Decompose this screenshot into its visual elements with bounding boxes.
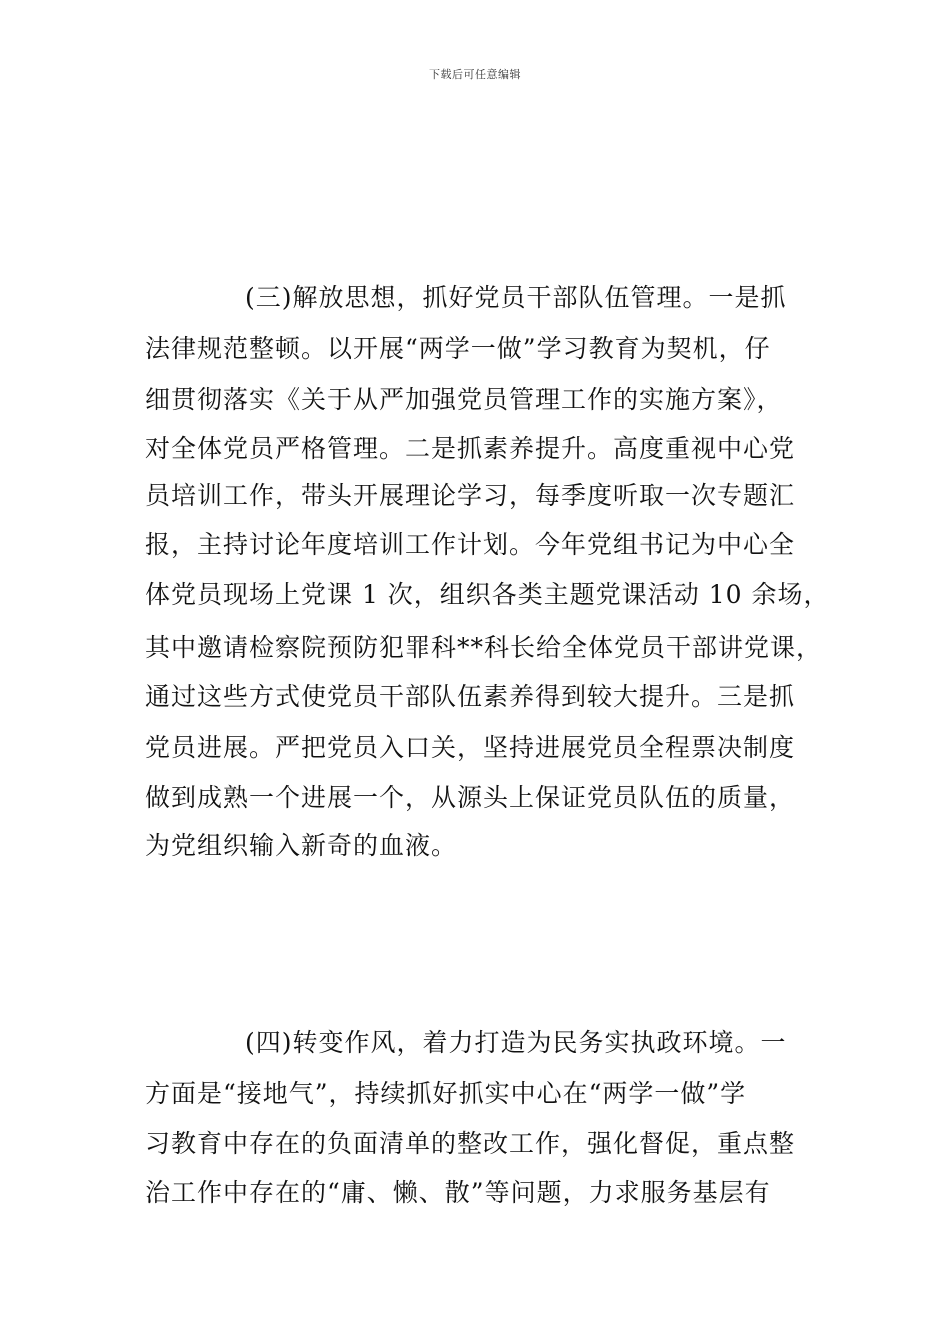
paragraph-line: 体党员现场上党课 1 次，组织各类主题党课活动 10 余场，	[145, 580, 830, 609]
paragraph-line: 其中邀请检察院预防犯罪科**科长给全体党员干部讲党课，	[145, 633, 823, 662]
paragraph-line: 治工作中存在的“庸、懒、散”等问题，力求服务基层有	[145, 1178, 771, 1207]
paragraph-line: 党员进展。严把党员入口关，坚持进展党员全程票决制度	[145, 733, 796, 762]
paragraph-line: (四)转变作风，着力打造为民务实执政环境。一	[245, 1028, 787, 1057]
paragraph-line: 为党组织输入新奇的血液。	[145, 831, 458, 860]
paragraph-line: 方面是“接地气”，持续抓好抓实中心在“两学一做”学	[145, 1079, 747, 1108]
paragraph-line: 员培训工作，带头开展理论学习，每季度听取一次专题汇	[145, 481, 796, 510]
page-header: 下载后可任意编辑	[429, 68, 521, 81]
paragraph-line: (三)解放思想，抓好党员干部队伍管理。一是抓	[245, 283, 787, 312]
paragraph-line: 对全体党员严格管理。二是抓素养提升。高度重视中心党	[145, 434, 796, 463]
paragraph-line: 做到成熟一个进展一个，从源头上保证党员队伍的质量，	[145, 783, 796, 812]
paragraph-line: 报，主持讨论年度培训工作计划。今年党组书记为中心全	[145, 530, 796, 559]
paragraph-line: 细贯彻落实《关于从严加强党员管理工作的实施方案》，	[145, 385, 783, 414]
paragraph-line: 习教育中存在的负面清单的整改工作，强化督促，重点整	[145, 1129, 796, 1158]
paragraph-line: 法律规范整顿。以开展“两学一做”学习教育为契机，仔	[145, 334, 771, 363]
paragraph-line: 通过这些方式使党员干部队伍素养得到较大提升。三是抓	[145, 682, 796, 711]
